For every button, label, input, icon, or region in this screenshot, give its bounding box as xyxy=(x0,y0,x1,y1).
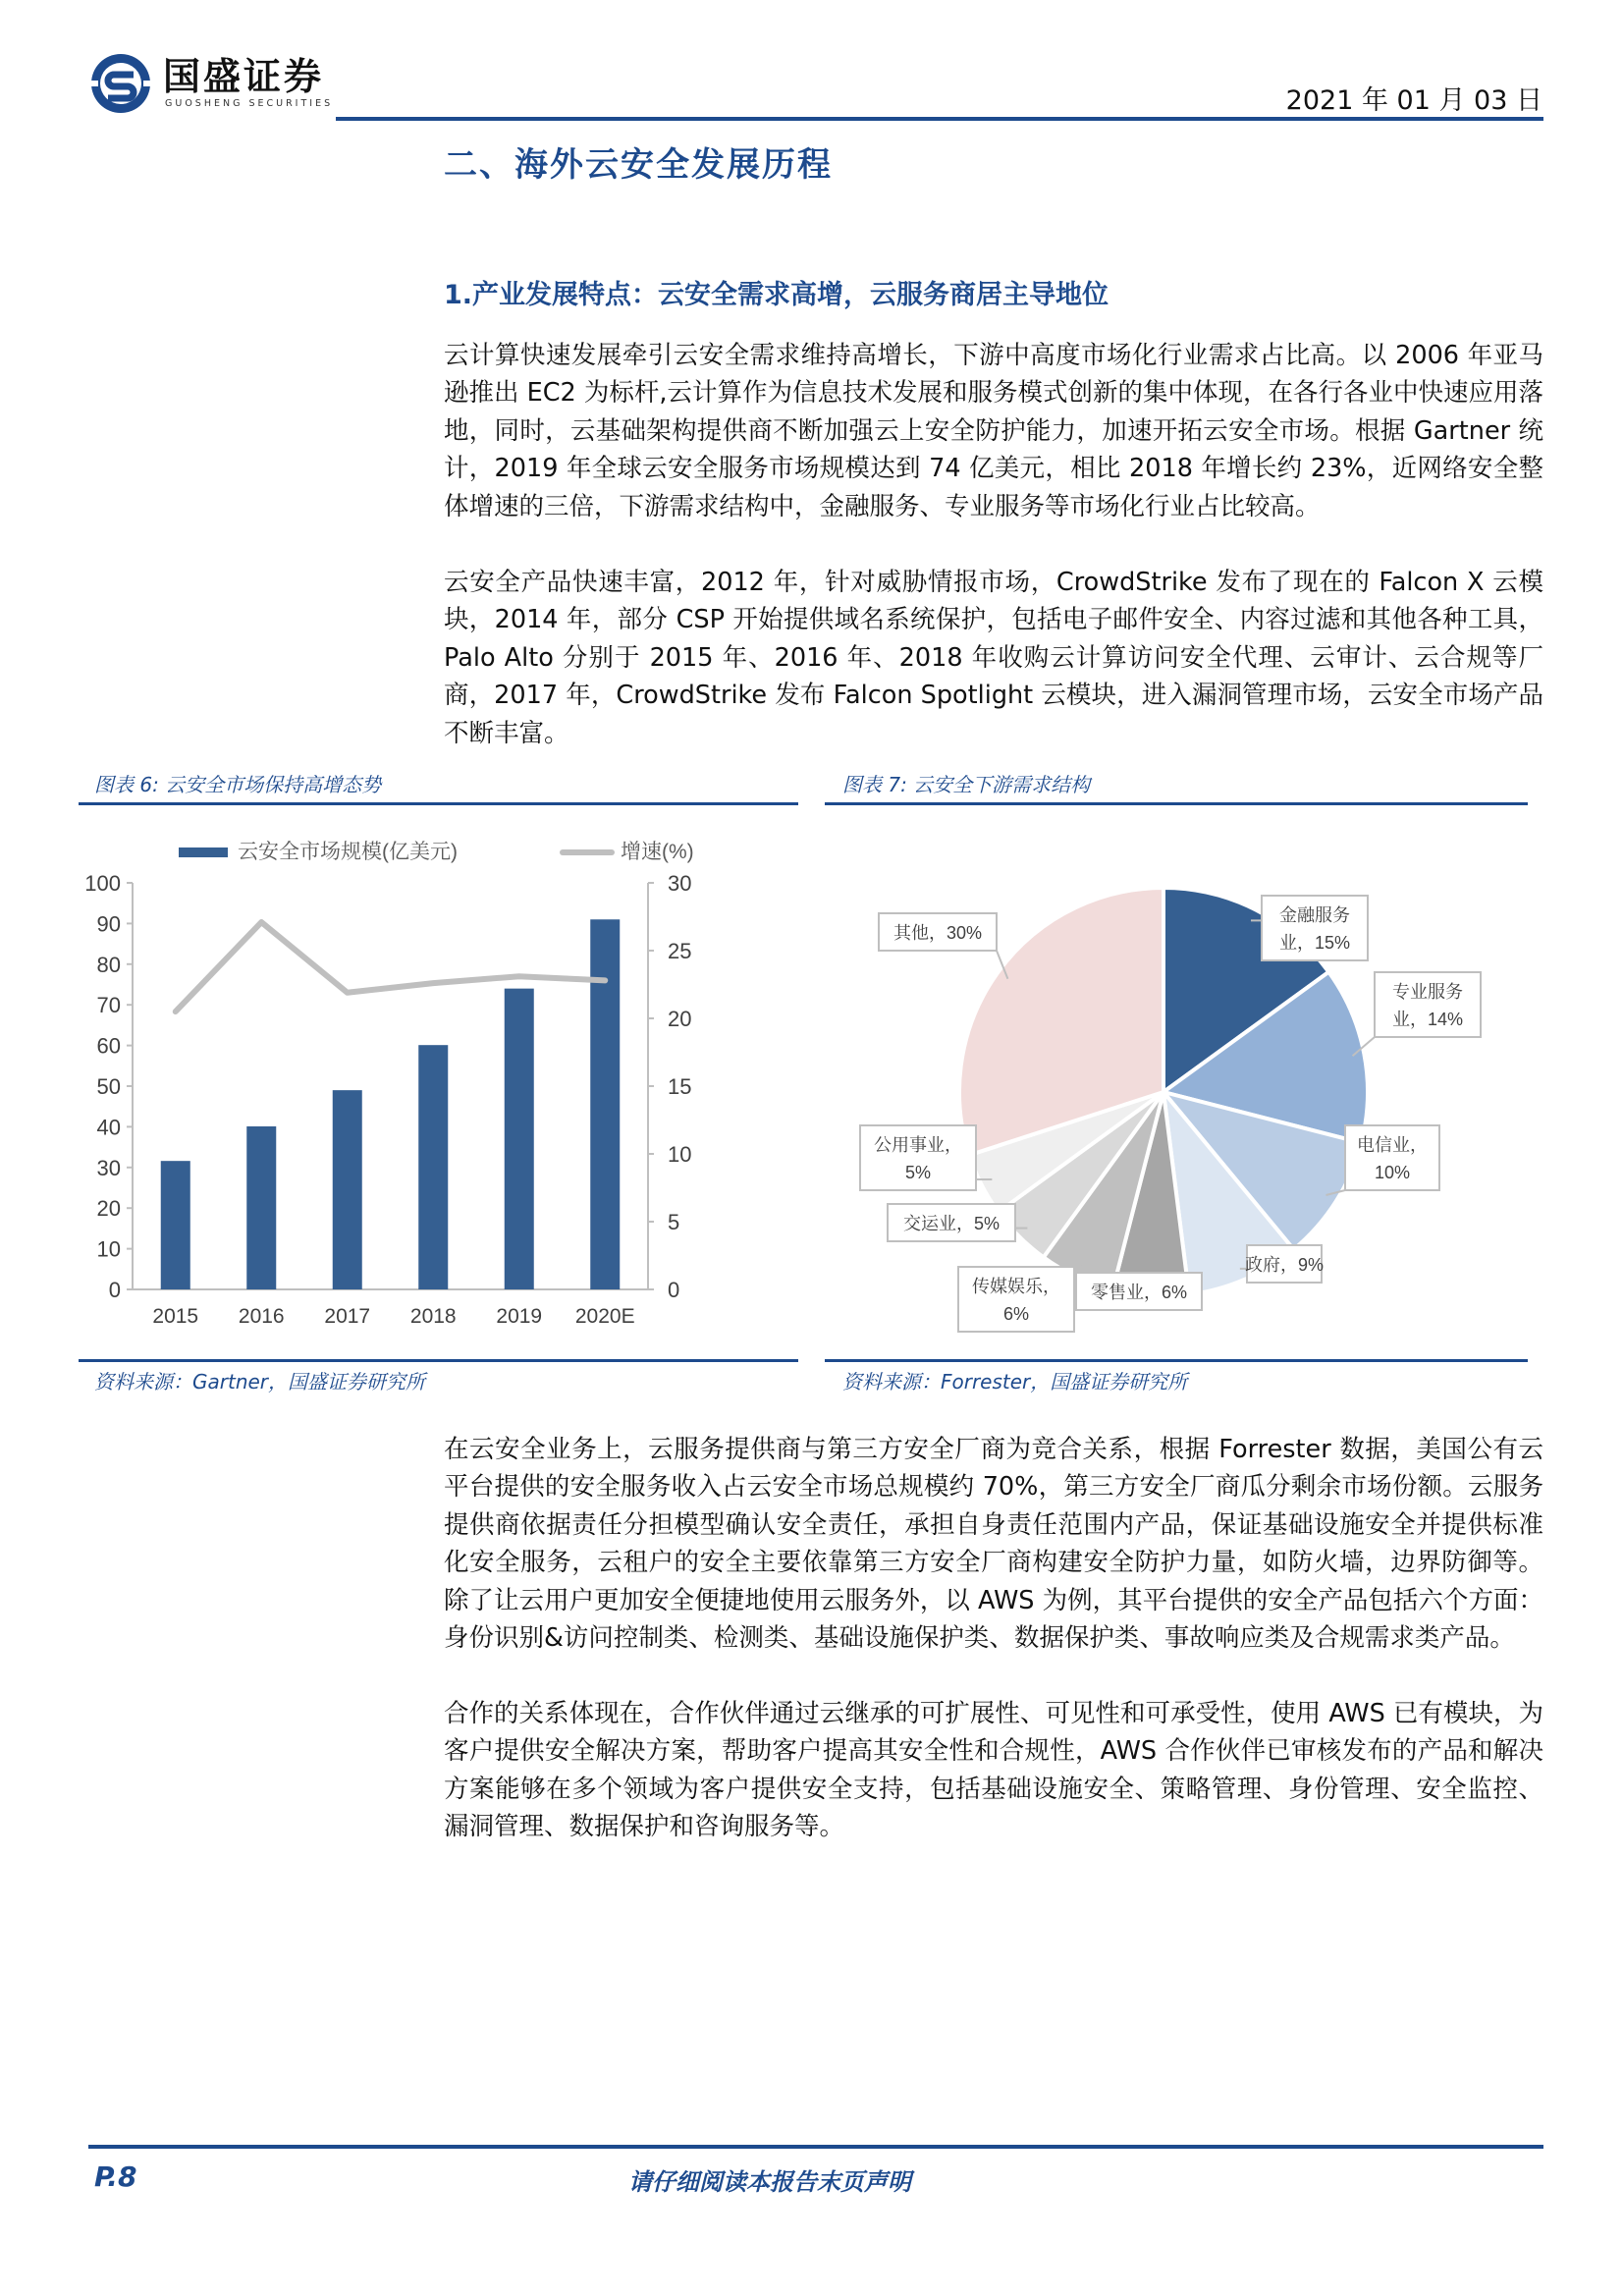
logo-subtext: GUOSHENG SECURITIES xyxy=(165,98,334,109)
y-tick-label: 20 xyxy=(96,1196,121,1222)
legend-label-line: 增速(%) xyxy=(621,841,694,863)
x-tick-label: 2017 xyxy=(324,1305,371,1328)
legend-swatch-bar xyxy=(179,847,228,857)
section-title: 二、海外云安全发展历程 xyxy=(444,145,833,185)
figure-6-source: 资料来源：Gartner，国盛证券研究所 xyxy=(94,1370,426,1394)
paragraph: 在云安全业务上，云服务提供商与第三方安全厂商为竞合关系，根据 Forrester 数据，美国公有云平台提供的安全服务收入占云安全市场总规模约 70%，第三方安全厂商瓜分剩余市场份额。云服务提供商依据责任分担模型确认安全责任，承担自身责任范围内产品，保证基础设施安全并提供标准化安全服务，云租户的安全主要依靠第三方安全厂商构建安全防护力量，如防火墙，边界防御等。除了让云用户更加安全便捷地使用云服务外，以 AWS 为例，其平台提供的安全产品包括六个方面：身份识别&访问控制类、检测类、基础设施保护类、数据保护类、事故响应类及合规需求类产品。 xyxy=(444,1435,1543,1654)
y-tick-label: 40 xyxy=(96,1115,121,1140)
y-tick-label: 10 xyxy=(96,1236,121,1262)
company-logo xyxy=(90,55,346,112)
callout-label: 交运业，5% xyxy=(902,1214,1001,1233)
bar-2016 xyxy=(246,1126,276,1289)
callout-label: 公用事业， xyxy=(874,1135,962,1155)
x-tick-label: 2018 xyxy=(409,1305,457,1328)
callout-label: 专业服务 xyxy=(1392,982,1463,1002)
pie-callout xyxy=(1353,972,1481,1056)
figure-7-top-rule xyxy=(825,802,1528,805)
y-tick-label: 100 xyxy=(84,871,121,896)
y-tick-label: 50 xyxy=(96,1074,121,1099)
callout-label: 其他，30% xyxy=(893,923,983,943)
y2-tick-label: 10 xyxy=(668,1142,692,1167)
paragraph: 合作的关系体现在，合作伙伴通过云继承的可扩展性、可见性和可承受性，使用 AWS 已有模块，为客户提供安全解决方案，帮助客户提高其安全性和合规性，AWS 合作伙伴已审核发布的产品和解决方案能够在多个领域为客户提供安全支持，包括基础设施安全、策略管理、身份管理、安全监控、漏洞管理、数据保护和咨询服务等。 xyxy=(444,1699,1543,1842)
bar-2020E xyxy=(590,919,620,1289)
callout-label: 金融服务 xyxy=(1279,905,1350,925)
paragraph: 云安全产品快速丰富，2012 年，针对威胁情报市场，CrowdStrike 发布了现在的 Falcon X 云模块，2014 年，部分 CSP 开始提供域名系统保护，包括电子邮件安全、内容过滤和其他各种工具，Palo Alto 分别于 2015 年、2016 年、2018 年收购云计算访问安全代理、云审计、云合规等厂商，2017 年，CrowdStrike 发布 Falcon Spotlight 云模块，进入漏洞管理市场，云安全市场产品不断丰富。 xyxy=(444,568,1543,748)
y-tick-label: 90 xyxy=(96,911,121,937)
figure-6-caption: 图表 6: 云安全市场保持高增态势 xyxy=(94,773,382,796)
figure-7-caption: 图表 7: 云安全下游需求结构 xyxy=(842,773,1091,796)
growth-rate-line xyxy=(176,922,606,1011)
y2-tick-label: 20 xyxy=(668,1007,692,1031)
disclaimer-note: 请仔细阅读本报告末页声明 xyxy=(628,2168,911,2196)
y-tick-label: 0 xyxy=(108,1278,121,1302)
y-tick-label: 30 xyxy=(96,1155,121,1180)
logo-mark-icon xyxy=(90,53,151,114)
x-tick-label: 2020E xyxy=(574,1305,635,1328)
paragraph: 云计算快速发展牵引云安全需求维持高增长，下游中高度市场化行业需求占比高。以 2006 年亚马逊推出 EC2 为标杆,云计算作为信息技术发展和服务模式创新的集中体现，在各行各业中快速应用落地，同时，云基础架构提供商不断加强云上安全防护能力，加速开拓云安全市场。根据 Gartner 统计，2019 年全球云安全服务市场规模达到 74 亿美元，相比 2018 年增长约 23%，近网络安全整体增速的三倍，下游需求结构中，金融服务、专业服务等市场化行业占比较高。 xyxy=(444,341,1543,521)
y-tick-label: 80 xyxy=(96,952,121,977)
y2-tick-label: 0 xyxy=(668,1278,680,1302)
legend-label-bar: 云安全市场规模(亿美元) xyxy=(238,841,458,863)
figure-7-bottom-rule xyxy=(825,1359,1528,1362)
figure-7-source: 资料来源：Forrester，国盛证券研究所 xyxy=(842,1370,1188,1394)
x-tick-label: 2016 xyxy=(238,1305,285,1328)
callout-label: 10% xyxy=(1374,1163,1411,1182)
page-number: P.8 xyxy=(94,2160,137,2193)
pie-callout xyxy=(1240,1245,1324,1283)
pie-callout xyxy=(879,913,1007,979)
report-date: 2021 年 01 月 03 日 xyxy=(1285,85,1542,116)
figure-6-chart xyxy=(79,825,805,1355)
y2-tick-label: 5 xyxy=(668,1210,680,1234)
callout-label: 6% xyxy=(1002,1304,1030,1324)
subsection-title: 1.产业发展特点：云安全需求高增，云服务商居主导地位 xyxy=(444,280,1109,310)
figure-7-chart xyxy=(825,825,1551,1355)
y-tick-label: 70 xyxy=(96,993,121,1018)
footer-divider xyxy=(88,2145,1543,2149)
y2-tick-label: 25 xyxy=(668,939,692,963)
pie-callout xyxy=(1251,896,1368,960)
callout-label: 零售业，6% xyxy=(1090,1283,1188,1302)
figure-6-bottom-rule xyxy=(79,1359,798,1362)
bar-2019 xyxy=(505,989,534,1289)
figure-6-top-rule xyxy=(79,802,798,805)
callout-label: 业，15% xyxy=(1278,933,1351,953)
pie-callout xyxy=(958,1266,1082,1332)
callout-label: 政府，9% xyxy=(1244,1255,1325,1275)
header-divider xyxy=(336,117,1543,121)
callout-label: 传媒娱乐， xyxy=(972,1277,1060,1296)
pie-callout xyxy=(888,1204,1027,1241)
bar-2017 xyxy=(333,1090,362,1289)
pie-callout xyxy=(860,1125,992,1190)
callout-label: 电信业， xyxy=(1357,1135,1428,1155)
y2-tick-label: 15 xyxy=(668,1074,692,1099)
y2-tick-label: 30 xyxy=(668,871,692,896)
callout-leader xyxy=(1074,1266,1082,1267)
callout-label: 业，14% xyxy=(1391,1010,1464,1029)
y-tick-label: 60 xyxy=(96,1033,121,1059)
callout-label: 5% xyxy=(904,1163,932,1182)
x-tick-label: 2019 xyxy=(496,1305,543,1328)
bar-2018 xyxy=(418,1045,448,1289)
logo-text: 国盛证券 xyxy=(163,54,325,98)
x-tick-label: 2015 xyxy=(152,1305,199,1328)
pie-callout xyxy=(1076,1273,1202,1310)
bar-2015 xyxy=(161,1161,190,1289)
legend-swatch-line xyxy=(560,849,615,855)
